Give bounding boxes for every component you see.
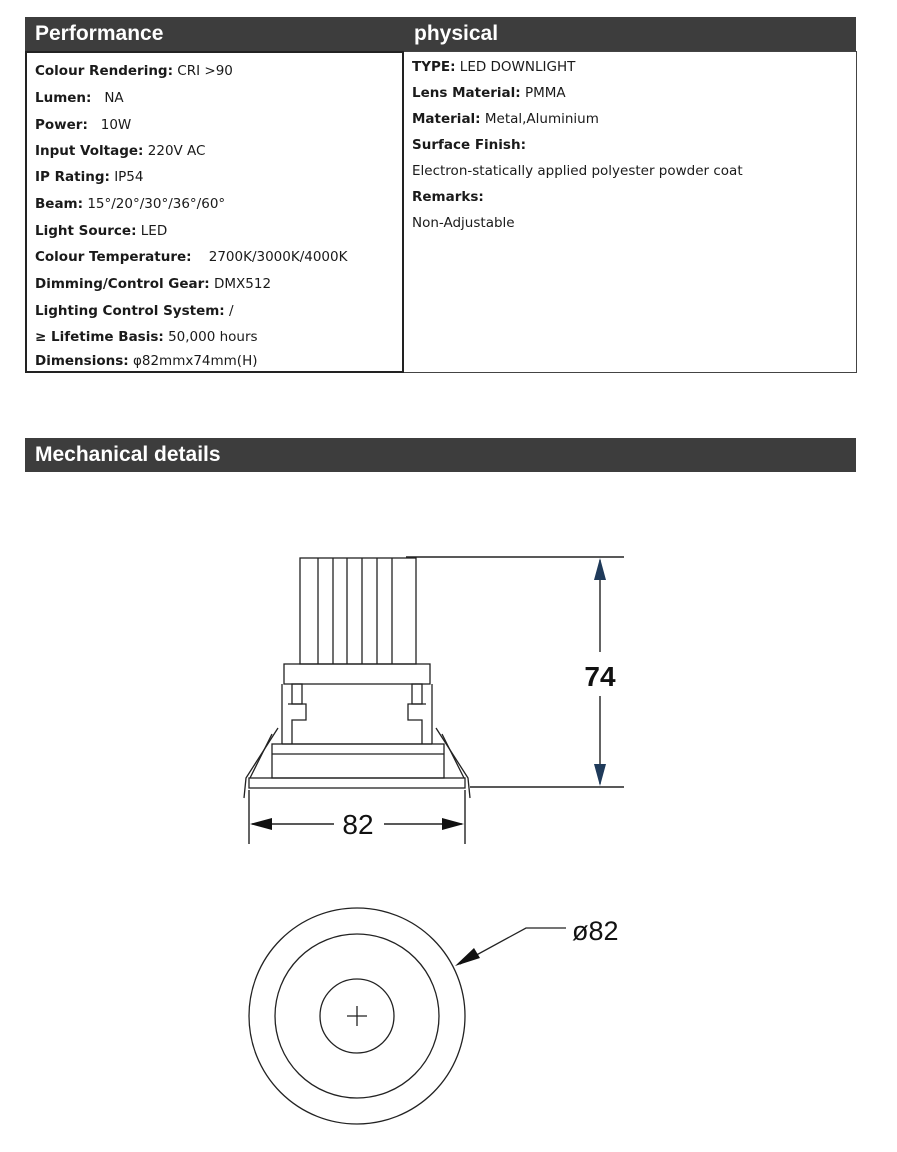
spec-lighting-control-system: Lighting Control System: / bbox=[35, 303, 234, 319]
height-dimension-label: 74 bbox=[584, 661, 616, 692]
diameter-dimension-label: ø82 bbox=[572, 916, 619, 946]
performance-header: Performance bbox=[25, 17, 405, 51]
physical-surface-finish-label: Surface Finish: bbox=[412, 137, 526, 153]
physical-surface-finish-value: Electron-statically applied polyester powder coat bbox=[412, 163, 743, 179]
spec-power: Power: 10W bbox=[35, 117, 132, 133]
mechanical-details-header: Mechanical details bbox=[25, 438, 856, 472]
physical-material: Material: Metal,Aluminium bbox=[412, 111, 599, 127]
spec-colour-rendering: Colour Rendering: CRI >90 bbox=[35, 63, 233, 79]
flange bbox=[249, 778, 465, 788]
physical-remarks-label: Remarks: bbox=[412, 189, 484, 205]
physical-header: physical bbox=[404, 17, 856, 51]
spec-dimensions: Dimensions: φ82mmx74mm(H) bbox=[35, 353, 258, 369]
top-view-drawing bbox=[249, 908, 566, 1124]
physical-lens-material: Lens Material: PMMA bbox=[412, 85, 566, 101]
spec-dimming-control-gear: Dimming/Control Gear: DMX512 bbox=[35, 276, 272, 292]
spec-lumen: Lumen: NA bbox=[35, 90, 124, 106]
width-dimension-label: 82 bbox=[342, 809, 374, 840]
spec-ip-rating: IP Rating: IP54 bbox=[35, 169, 144, 185]
physical-remarks-value: Non-Adjustable bbox=[412, 215, 515, 231]
collar bbox=[284, 664, 430, 684]
spec-colour-temperature: Colour Temperature: 2700K/3000K/4000K bbox=[35, 249, 348, 265]
spec-light-source: Light Source: LED bbox=[35, 223, 168, 239]
lower-body bbox=[272, 744, 444, 778]
spec-beam: Beam: 15°/20°/30°/36°/60° bbox=[35, 196, 226, 212]
spec-lifetime-basis: ≥ Lifetime Basis: 50,000 hours bbox=[35, 329, 258, 345]
spec-input-voltage: Input Voltage: 220V AC bbox=[35, 143, 206, 159]
physical-type: TYPE: LED DOWNLIGHT bbox=[412, 59, 576, 75]
